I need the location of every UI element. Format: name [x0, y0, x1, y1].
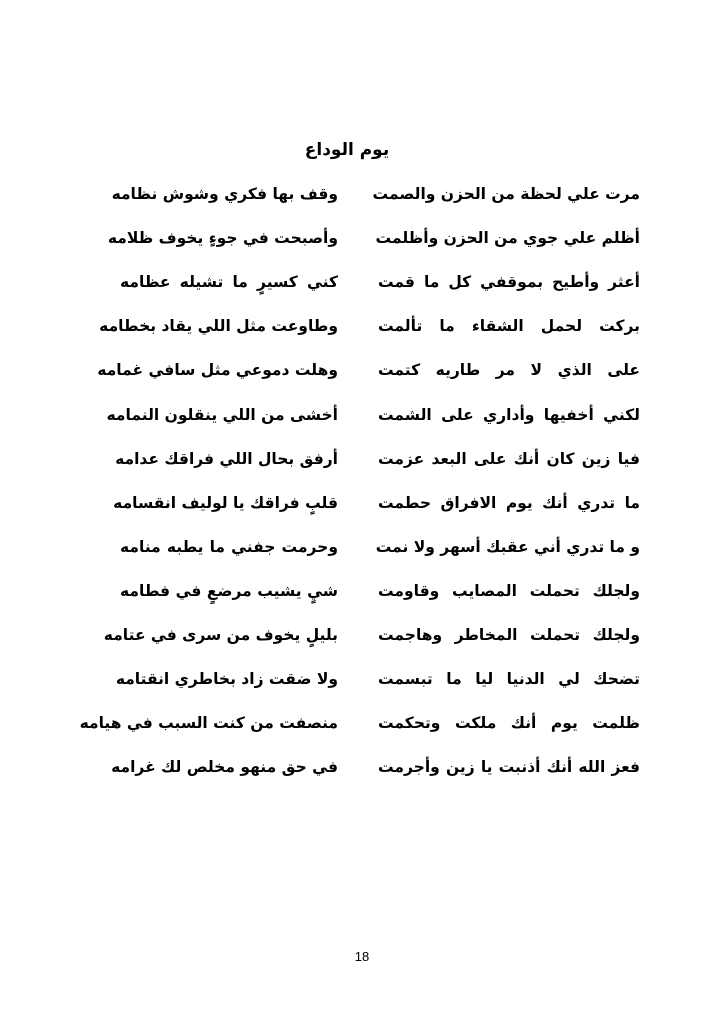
verse-first-hemistich: ظلمت يوم أنك ملكت وتحكمت: [378, 714, 640, 733]
verse-row: [79, 701, 640, 745]
verse-second-hemistich: قلبٍ فراقك يا لوليف انقسامه: [113, 493, 338, 512]
verse-second-hemistich: وهلت دموعي مثل سافي غمامه: [97, 361, 338, 380]
verse-first-hemistich: ولجلك تحملت المخاطر وهاجمت: [378, 625, 640, 644]
verse-first-hemistich: و ما تدري أني عقبك أسهر ولا نمت: [375, 537, 640, 556]
verse-first-hemistich: تضحك لي الدنيا ليا ما تبسمت: [378, 670, 640, 689]
verse-row: [107, 216, 640, 260]
verse-row: [120, 260, 640, 304]
verse-second-hemistich: وقف بها فكري وشوش نظامه: [111, 185, 338, 204]
verse-first-hemistich: بركت لحمل الشقاء ما تألمت: [378, 317, 640, 336]
verse-first-hemistich: أعثر وأطيح بموقفي كل ما قمت: [378, 273, 640, 292]
verse-row: [106, 392, 640, 436]
verse-first-hemistich: على الذي لا مر طاريه كتمت: [378, 361, 640, 380]
verse-row: [120, 569, 640, 613]
page-number: 18: [354, 949, 370, 964]
poem-body: [79, 172, 640, 789]
verse-first-hemistich: ما تدري أنك يوم الافراق حطمت: [378, 493, 640, 512]
verse-row: [120, 525, 640, 569]
verse-first-hemistich: ولجلك تحملت المصايب وقاومت: [378, 581, 640, 600]
verse-first-hemistich: مرت علي لحظة من الحزن والصمت: [372, 185, 640, 204]
verse-second-hemistich: أرفق بحال اللي فراقك عدامه: [115, 449, 338, 468]
verse-second-hemistich: وطاوعت مثل اللي يقاد بخطامه: [99, 317, 338, 336]
verse-first-hemistich: أظلم علي جوي من الحزن وأظلمت: [375, 229, 640, 248]
verse-first-hemistich: لكني أخفيها وأداري على الشمت: [378, 405, 640, 424]
verse-row: [115, 437, 640, 481]
verse-first-hemistich: فيا زين كان أنك على البعد عزمت: [378, 449, 640, 468]
verse-second-hemistich: منصفت من كنت السبب في هيامه: [79, 714, 338, 733]
verse-row: [99, 304, 640, 348]
verse-row: [97, 348, 640, 392]
verse-row: [103, 613, 640, 657]
verse-second-hemistich: بليلٍ يخوف من سرى في عتامه: [103, 625, 338, 644]
verse-second-hemistich: كني كسيرٍ ما تشيله عظامه: [120, 273, 338, 292]
verse-row: [113, 481, 640, 525]
poem-title-text: يوم الوداع: [304, 140, 390, 160]
poem-title: [0, 138, 724, 162]
verse-second-hemistich: أخشى من اللي ينقلون النمامه: [106, 405, 338, 424]
verse-row: [111, 172, 640, 216]
verse-second-hemistich: شيٍ يشيب مرضعٍ في فطامه: [120, 581, 338, 600]
verse-first-hemistich: فعز الله أنك أذنبت يا زين وأجرمت: [378, 758, 640, 777]
verse-second-hemistich: ولا ضقت زاد بخاطري انقتامه: [115, 670, 338, 689]
verse-row: [111, 745, 640, 789]
verse-second-hemistich: وحرمت جفني ما يطبه منامه: [120, 537, 338, 556]
verse-second-hemistich: وأصبحت في جوءٍ يخوف ظلامه: [107, 229, 338, 248]
verse-row: [115, 657, 640, 701]
verse-second-hemistich: في حق منهو مخلص لك غرامه: [111, 758, 338, 777]
